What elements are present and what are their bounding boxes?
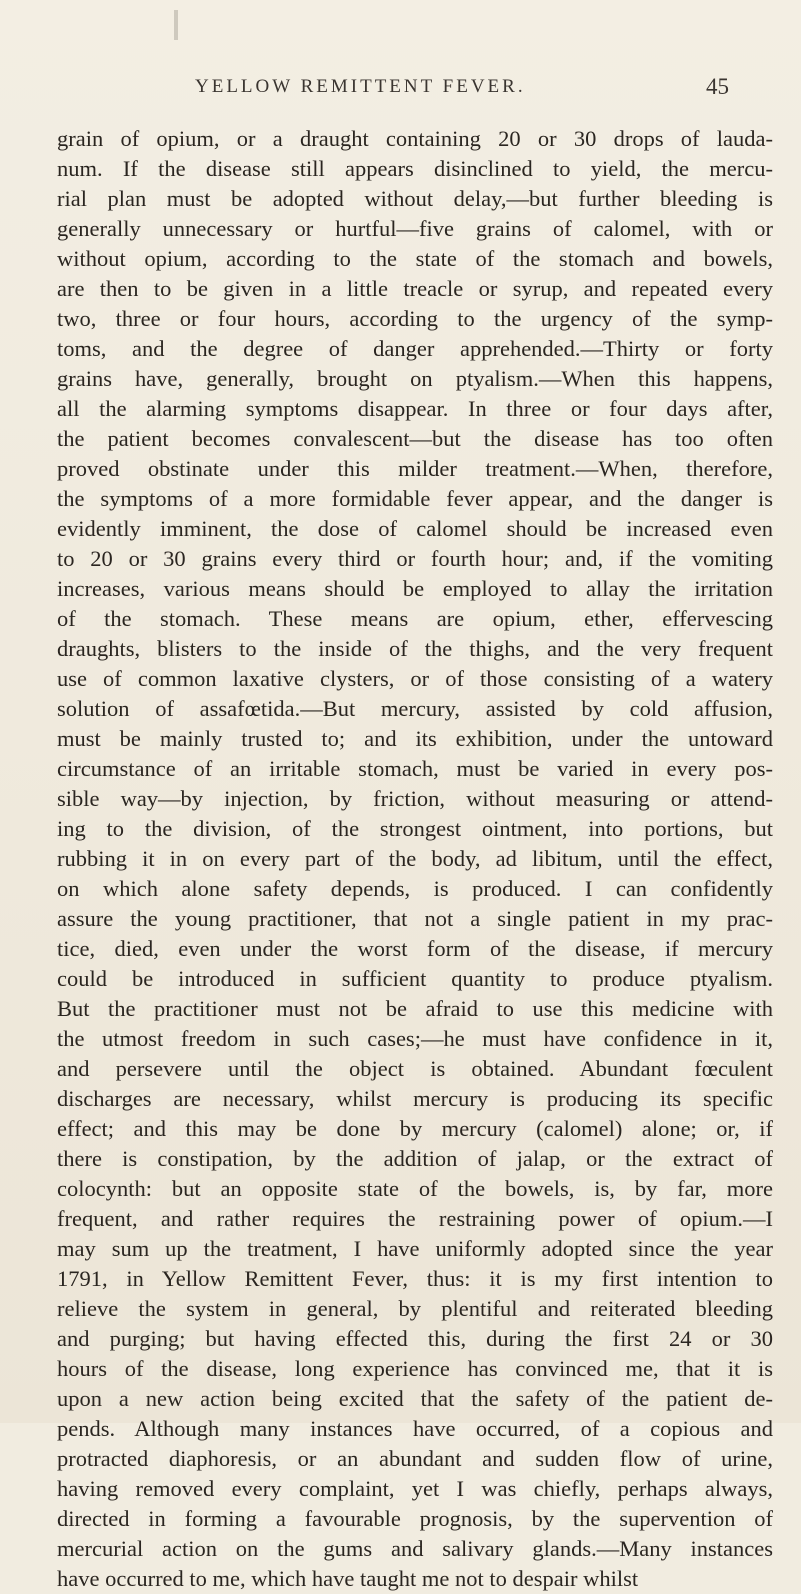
text-line: all the alarming symptoms disappear. In three or four days after, — [57, 396, 773, 421]
text-line: grain of opium, or a draught containing 20 or 30 drops of lauda- — [57, 126, 773, 151]
text-line: the patient becomes convalescent—but the disease has too often — [57, 426, 773, 451]
page-smudge — [174, 10, 178, 40]
text-line: the symptoms of a more formidable fever appear, and the danger is — [57, 486, 773, 511]
page-number: 45 — [706, 74, 729, 99]
text-line: without opium, according to the state of the stomach and bowels, — [57, 246, 773, 271]
running-head: YELLOW REMITTENT FEVER. — [195, 76, 526, 97]
text-line: have occurred to me, which have taught me not to despair whilst — [57, 1566, 639, 1591]
text-line: protracted diaphoresis, or an abundant and sudden flow of urine, — [57, 1446, 773, 1471]
page-header — [0, 76, 801, 116]
text-line: grains have, generally, brought on ptyalism.—When this happens, — [57, 366, 773, 391]
text-line: relieve the system in general, by plentiful and reiterated bleeding — [57, 1296, 773, 1321]
text-line: there is constipation, by the addition of jalap, or the extract of — [57, 1146, 773, 1171]
text-line: colocynth: but an opposite state of the bowels, is, by far, more — [57, 1176, 773, 1201]
text-line: solution of assafœtida.—But mercury, assisted by cold affusion, — [57, 696, 773, 721]
text-line: two, three or four hours, according to the urgency of the symp- — [57, 306, 773, 331]
text-line: upon a new action being excited that the safety of the patient de- — [57, 1386, 773, 1411]
text-line: may sum up the treatment, I have uniformly adopted since the year — [57, 1236, 773, 1261]
text-line: rial plan must be adopted without delay,—but further bleeding is — [57, 186, 773, 211]
text-line: mercurial action on the gums and salivary glands.—Many instances — [57, 1536, 773, 1561]
text-line: pends. Although many instances have occurred, of a copious and — [57, 1416, 773, 1441]
text-line: directed in forming a favourable prognosis, by the supervention of — [57, 1506, 773, 1531]
text-line: use of common laxative clysters, or of those consisting of a watery — [57, 666, 773, 691]
text-line: 1791, in Yellow Remittent Fever, thus: it is my first intention to — [57, 1266, 773, 1291]
text-line: must be mainly trusted to; and its exhibition, under the untoward — [57, 726, 773, 751]
text-line: generally unnecessary or hurtful—five grains of calomel, with or — [57, 216, 773, 241]
text-line: rubbing it in on every part of the body, ad libitum, until the effect, — [57, 846, 773, 871]
body-text — [57, 124, 773, 1594]
text-line: hours of the disease, long experience has convinced me, that it is — [57, 1356, 773, 1381]
text-line: proved obstinate under this milder treatment.—When, therefore, — [57, 456, 773, 481]
text-line: draughts, blisters to the inside of the thighs, and the very frequent — [57, 636, 773, 661]
text-line: discharges are necessary, whilst mercury is producing its specific — [57, 1086, 773, 1111]
text-line: increases, various means should be employed to allay the irritation — [57, 576, 773, 601]
text-line: and persevere until the object is obtained. Abundant fœculent — [57, 1056, 773, 1081]
text-line: of the stomach. These means are opium, ether, effervescing — [57, 606, 773, 631]
text-line: could be introduced in sufficient quantity to produce ptyalism. — [57, 966, 773, 991]
text-line: tice, died, even under the worst form of the disease, if mercury — [57, 936, 773, 961]
text-line: toms, and the degree of danger apprehended.—Thirty or forty — [57, 336, 773, 361]
text-line: having removed every complaint, yet I was chiefly, perhaps always, — [57, 1476, 773, 1501]
text-line: frequent, and rather requires the restraining power of opium.—I — [57, 1206, 773, 1231]
text-line: effect; and this may be done by mercury (calomel) alone; or, if — [57, 1116, 773, 1141]
text-line: to 20 or 30 grains every third or fourth hour; and, if the vomiting — [57, 546, 773, 571]
text-line: But the practitioner must not be afraid to use this medicine with — [57, 996, 773, 1021]
text-line: on which alone safety depends, is produced. I can confidently — [57, 876, 773, 901]
text-line: ing to the division, of the strongest ointment, into portions, but — [57, 816, 773, 841]
text-line: the utmost freedom in such cases;—he must have confidence in it, — [57, 1026, 773, 1051]
text-line: assure the young practitioner, that not a single patient in my prac- — [57, 906, 773, 931]
text-line: sible way—by injection, by friction, without measuring or attend- — [57, 786, 773, 811]
text-line: num. If the disease still appears disinclined to yield, the mercu- — [57, 156, 773, 181]
text-line: and purging; but having effected this, during the first 24 or 30 — [57, 1326, 773, 1351]
text-line: are then to be given in a little treacle or syrup, and repeated every — [57, 276, 773, 301]
text-line: evidently imminent, the dose of calomel should be increased even — [57, 516, 773, 541]
text-line: circumstance of an irritable stomach, must be varied in every pos- — [57, 756, 773, 781]
